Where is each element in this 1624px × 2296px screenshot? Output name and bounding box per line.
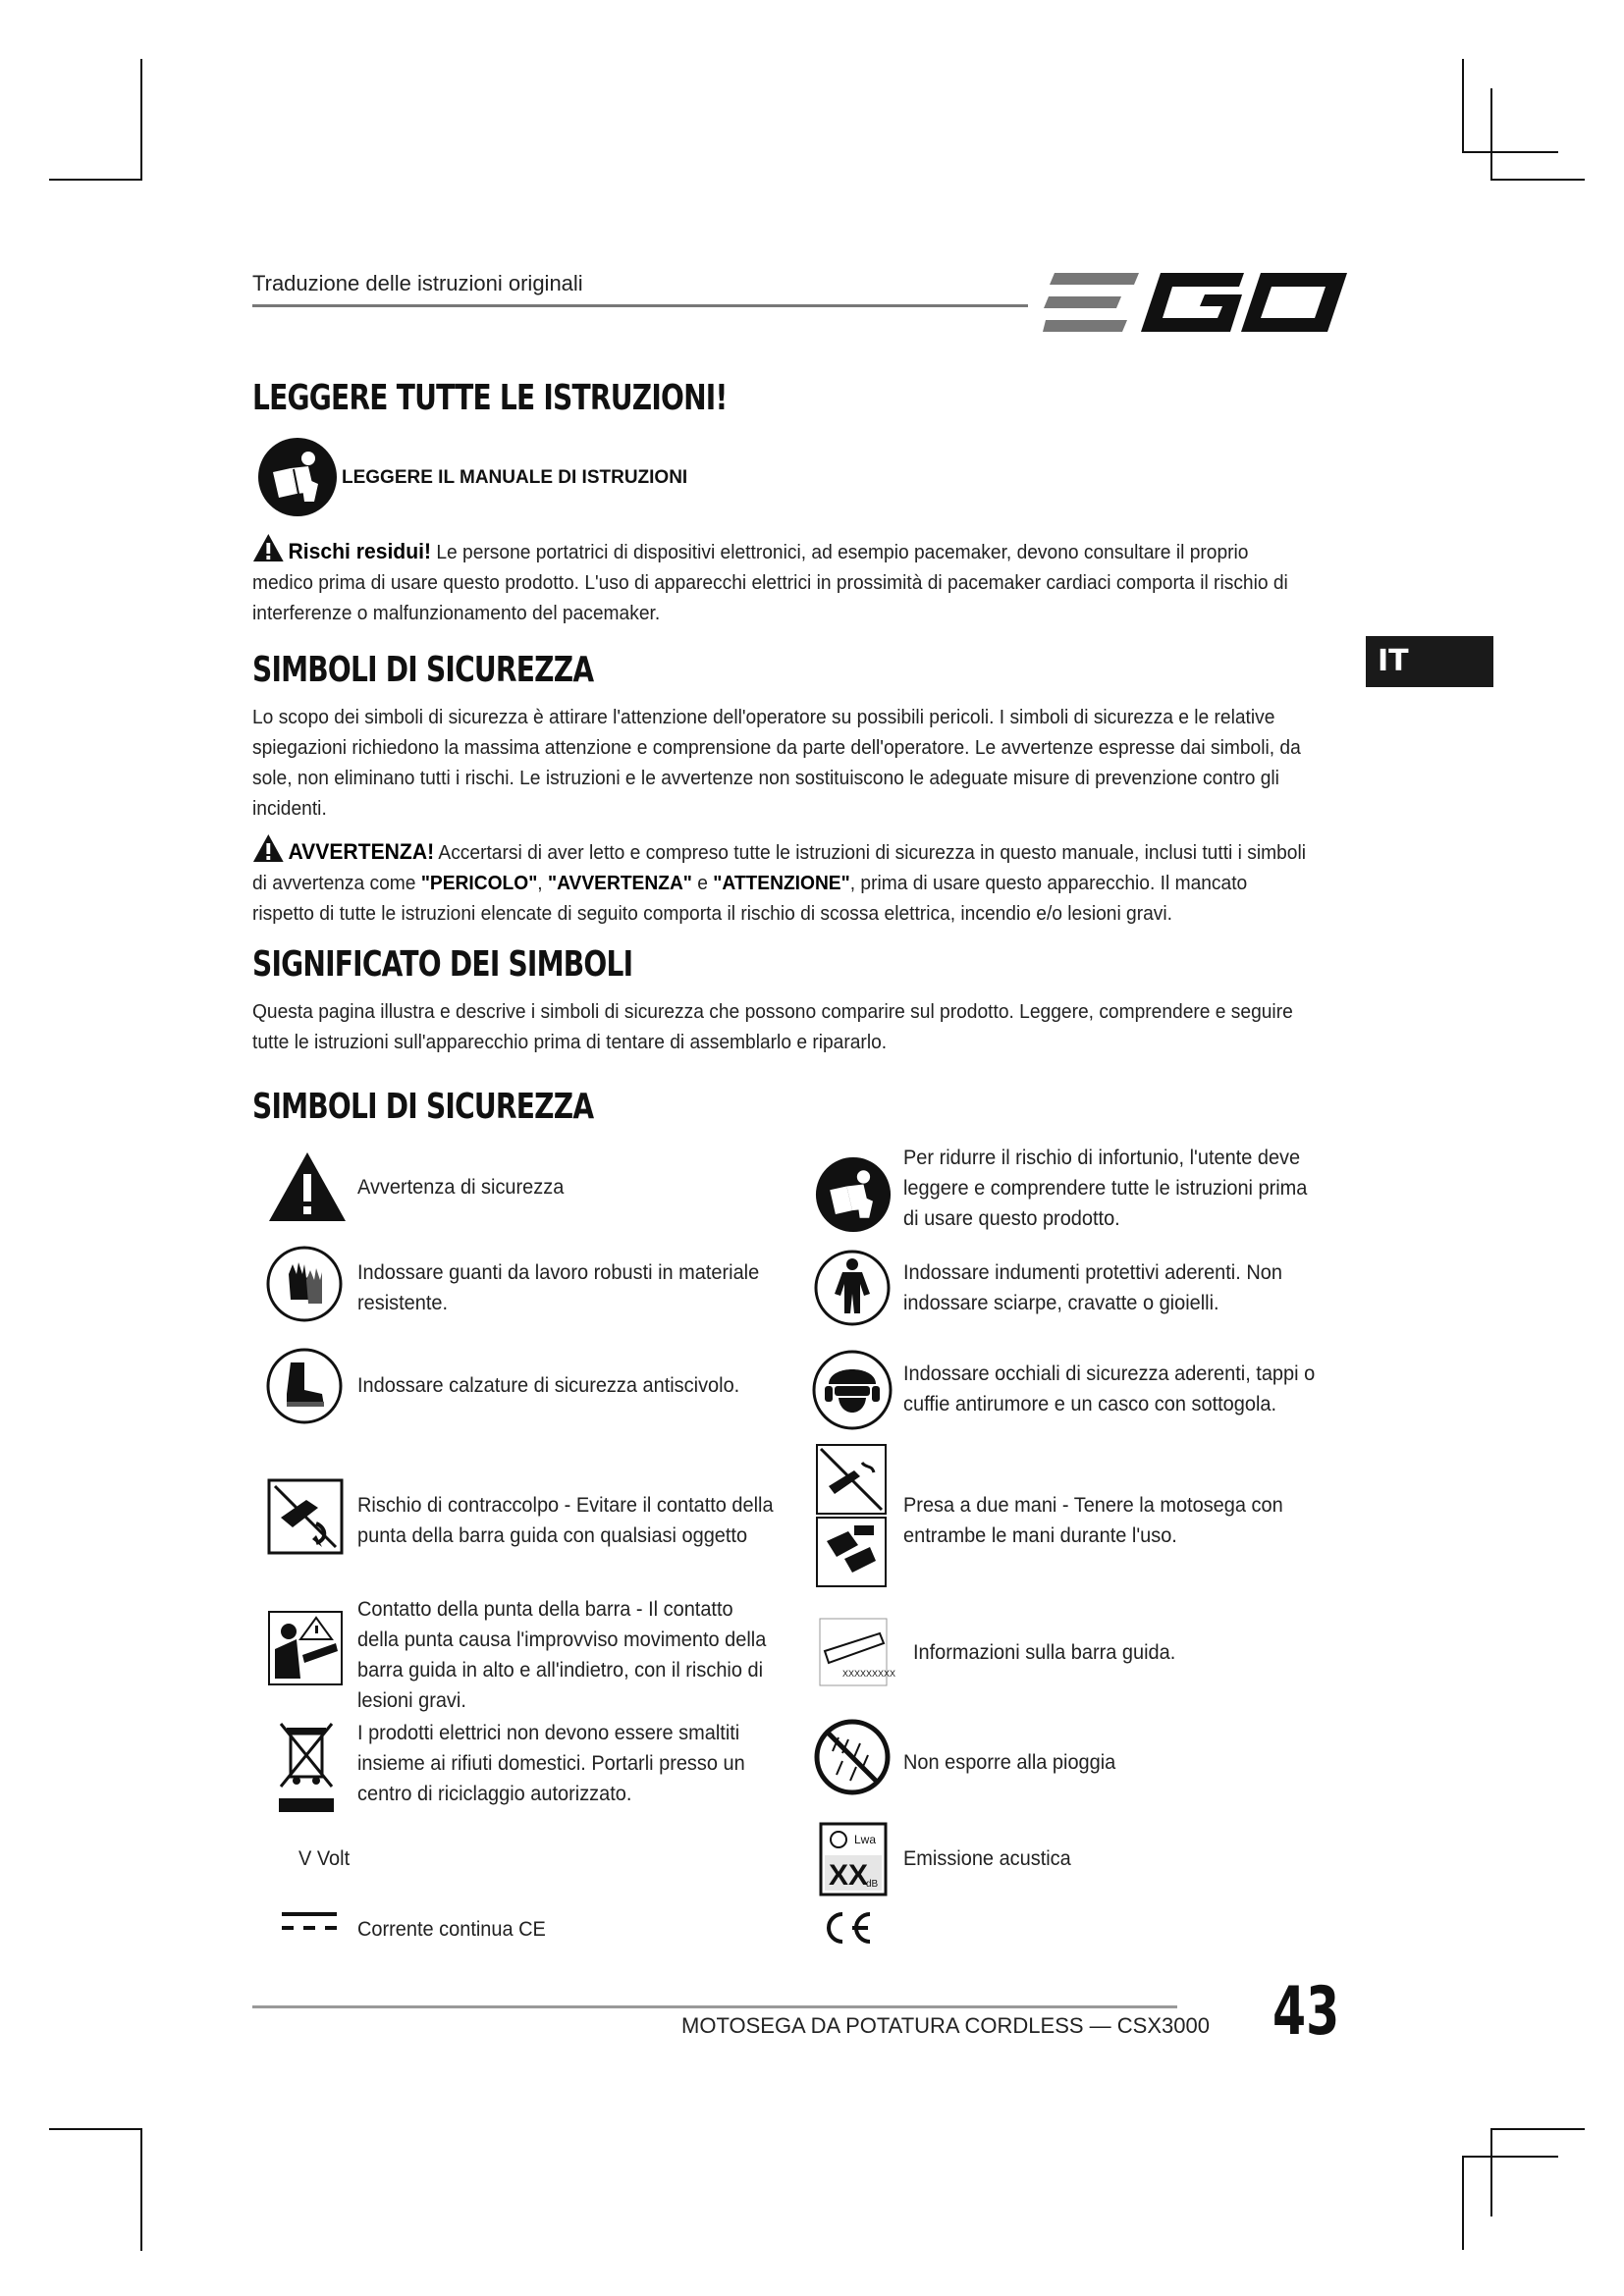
weee-bin-icon: [277, 1720, 336, 1814]
keyword-danger: "PERICOLO": [420, 873, 538, 894]
symbol-label-protective-clothing: Indossare indumenti protettivi aderenti. Non indossare sciarpe, cravatte o gioielli.: [903, 1261, 1282, 1314]
warning-icon: [252, 533, 285, 562]
symbol-label-kickback: Rischio di contraccolpo - Evitare il contatto della punta della barra guida con qualsiasi oggetto: [357, 1494, 774, 1547]
symbol-label-weee: I prodotti elettrici non devono essere smaltiti insieme ai rifiuti domestici. Portarli presso un centro di riciclaggio autorizzato.: [357, 1722, 745, 1805]
warning-text-end: , prima di usare questo apparecchio. Il mancato rispetto di tutte le istruzioni elencate di seguito comporta il rischio di scossa elettrica, incendio e/o lesioni gravi.: [252, 873, 1248, 925]
ego-logo: [1043, 267, 1349, 340]
symbol-label-noise: Emissione acustica: [903, 1847, 1071, 1870]
noise-emission-icon: [819, 1822, 888, 1896]
bar-tip-contact-icon: [267, 1610, 344, 1686]
residual-risks-paragraph: [252, 533, 1308, 629]
warning-text: Accertarsi di aver letto e compreso tutte le istruzioni di sicurezza in questo manuale, inclusi tutti i simboli di avvertenza come: [252, 842, 1306, 894]
noise-unit: dB: [866, 1879, 879, 1890]
footer-product: MOTOSEGA DA POTATURA CORDLESS — CSX3000: [681, 2013, 1210, 2038]
page-number: 43: [1272, 1973, 1340, 2051]
safety-intro-paragraph: Lo scopo dei simboli di sicurezza è attirare l'attenzione dell'operatore su possibili pericoli. I simboli di sicurezza e le relative spiegazioni richiedono la massima attenzione e comprensione da parte dell'operatore. Le avvertenze espresse dai simboli, da sole, non eliminano tutti i rischi. Le istruzioni e le avvertenze non sostituiscono le adeguate misure di prevenzione contro gli incidenti.: [252, 707, 1301, 820]
symbols-table-title: SIMBOLI DI SICUREZZA: [252, 1087, 594, 1127]
read-all-title: LEGGERE TUTTE LE ISTRUZIONI!: [252, 378, 728, 418]
warning-label: AVVERTENZA!: [288, 839, 435, 864]
read-manual-icon: [815, 1156, 892, 1233]
warning-triangle-icon: [267, 1150, 348, 1223]
safety-symbols-title: SIMBOLI DI SICUREZZA: [252, 650, 594, 690]
header-divider: [252, 304, 1028, 307]
symbol-label-bar-tip: Contatto della punta della barra - Il contatto della punta causa l'improvviso movimento della barra guida in alto e all'indietro, con il rischio di lesioni gravi.: [357, 1598, 767, 1712]
guide-bar-info-icon: [819, 1618, 896, 1686]
symbol-label-dc: Corrente continua CE: [357, 1918, 546, 1941]
footer-divider: [252, 2005, 1177, 2008]
meaning-paragraph: Questa pagina illustra e descrive i simboli di sicurezza che possono comparire sul prodotto. Leggere, comprendere e seguire tutte le istruzioni sull'apparecchio prima di tentare di assemblarlo e ripararlo.: [252, 1001, 1293, 1053]
no-rain-icon: [813, 1718, 892, 1796]
noise-value: XX: [829, 1859, 869, 1892]
lwa-label: Lwa: [854, 1833, 877, 1846]
meaning-title: SIGNIFICATO DEI SIMBOLI: [252, 944, 633, 985]
symbol-label-volt: V Volt: [298, 1847, 351, 1870]
keyword-warning: "AVVERTENZA": [547, 873, 692, 894]
manual-label: LEGGERE IL MANUALE DI ISTRUZIONI: [342, 467, 688, 488]
symbol-label-gloves: Indossare guanti da lavoro robusti in materiale resistente.: [357, 1261, 760, 1314]
separator: e: [691, 873, 714, 894]
gloves-icon: [265, 1245, 344, 1323]
residual-risks-label: Rischi residui!: [288, 539, 432, 563]
symbol-label-no-rain: Non esporre alla pioggia: [903, 1751, 1116, 1774]
separator: ,: [537, 873, 548, 894]
symbol-label-eye-ear-head: Indossare occhiali di sicurezza aderenti, tappi o cuffie antirumore e un casco con sottogola.: [903, 1362, 1316, 1415]
guide-bar-code: XXXXXXXXX: [842, 1669, 896, 1679]
direct-current-icon: [282, 1910, 337, 1934]
two-hand-grip-icon: [815, 1443, 888, 1588]
protective-clothing-icon: [813, 1249, 892, 1327]
symbol-label-safety-warning: Avvertenza di sicurezza: [357, 1176, 565, 1199]
read-manual-icon: [257, 437, 338, 517]
kickback-icon: [267, 1478, 344, 1555]
symbol-label-guide-bar: Informazioni sulla barra guida.: [913, 1641, 1176, 1664]
symbol-label-two-hand-grip: Presa a due mani - Tenere la motosega con entrambe le mani durante l'uso.: [903, 1494, 1283, 1547]
language-tab: IT: [1366, 636, 1493, 687]
ce-mark-icon: [819, 1908, 874, 1948]
symbol-label-read-manual: Per ridurre il rischio di infortunio, l'utente deve leggere e comprendere tutte le istruzioni prima di usare questo prodotto.: [903, 1147, 1308, 1230]
header-subtitle: Traduzione delle istruzioni originali: [252, 271, 583, 295]
warning-icon: [252, 833, 285, 863]
symbol-label-boots: Indossare calzature di sicurezza antiscivolo.: [357, 1374, 740, 1397]
safety-boots-icon: [265, 1347, 344, 1425]
residual-risks-text: Le persone portatrici di dispositivi elettronici, ad esempio pacemaker, devono consultare il proprio medico prima di usare questo prodotto. L'uso di apparecchi elettrici in prossimità di pacemaker cardiaci comporta il rischio di interferenze o malfunzionamento del pacemaker.: [252, 542, 1288, 624]
warning-paragraph: [252, 833, 1308, 930]
eye-ear-head-protection-icon: [811, 1349, 893, 1431]
keyword-caution: "ATTENZIONE": [713, 873, 850, 894]
